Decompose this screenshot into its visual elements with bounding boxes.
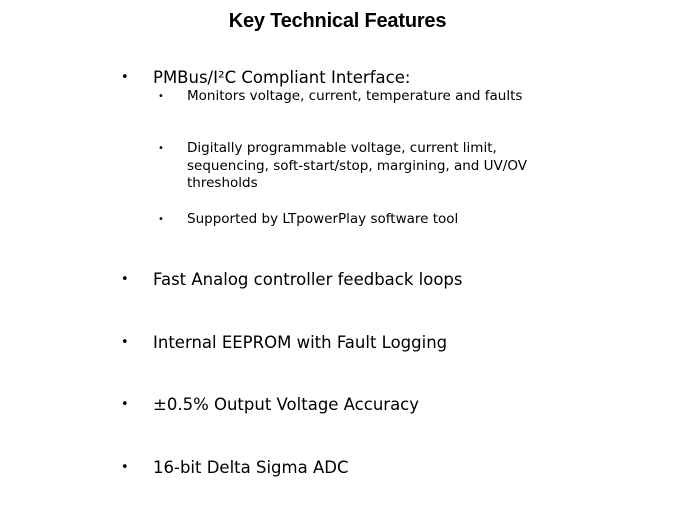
bullet-text: PMBus/I²C Compliant Interface:: [153, 68, 411, 87]
bullet-text: ±0.5% Output Voltage Accuracy: [153, 395, 420, 414]
sub-bullet-text: Digitally programmable voltage, current limit, sequencing, soft-start/stop, margining, and UV/OV thresholds: [187, 140, 527, 191]
bullet-icon: •: [121, 272, 129, 287]
sub-bullet-icon: •: [158, 143, 164, 154]
bullet-icon: •: [121, 460, 129, 475]
bullet-icon: •: [121, 335, 129, 350]
sub-bullet-text: Supported by LTpowerPlay software tool: [187, 211, 459, 227]
slide-title: Key Technical Features: [228, 10, 447, 32]
bullet-icon: •: [121, 397, 129, 412]
bullet-icon: •: [121, 70, 129, 85]
bullet-text: 16-bit Delta Sigma ADC: [153, 458, 349, 477]
sub-bullet-text: Monitors voltage, current, temperature and faults: [187, 88, 523, 104]
sub-bullet-icon: •: [158, 214, 164, 225]
sub-bullet-icon: •: [158, 91, 164, 102]
bullet-text: Fast Analog controller feedback loops: [153, 270, 463, 289]
bullet-text: Internal EEPROM with Fault Logging: [153, 333, 448, 352]
